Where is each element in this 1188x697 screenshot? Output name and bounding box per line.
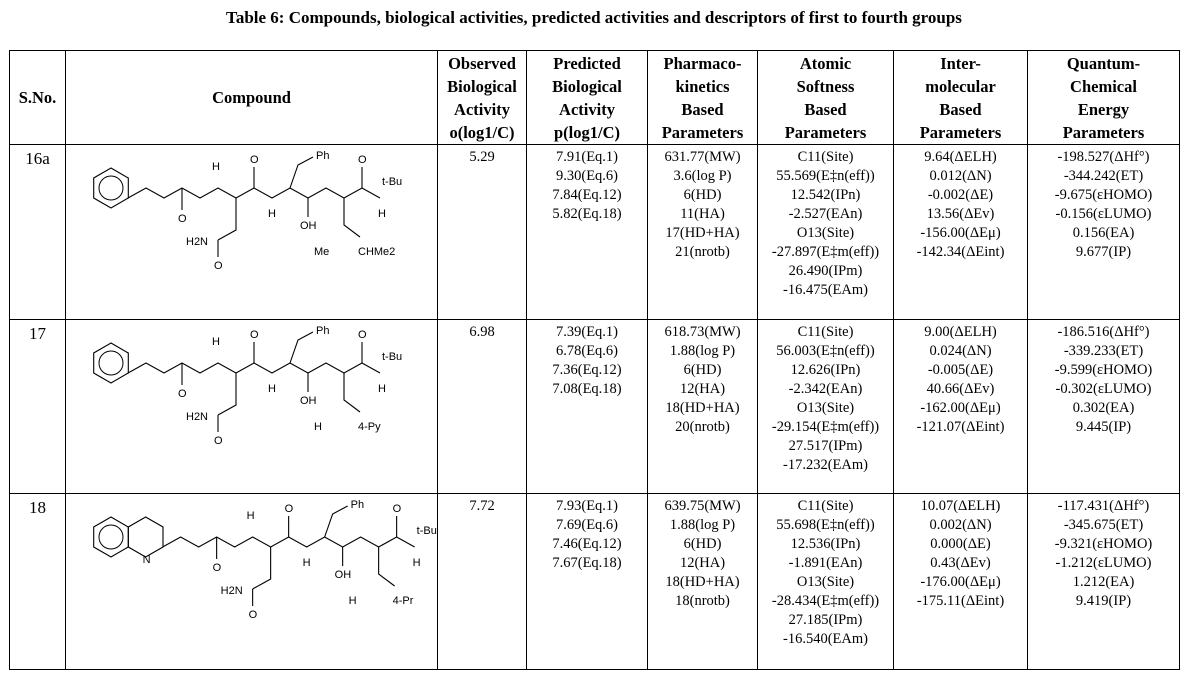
atomic-line: -16.475(EAm) bbox=[783, 282, 868, 298]
inter-line: -162.00(ΔEμ) bbox=[920, 400, 1001, 416]
header-line: Biological bbox=[552, 76, 622, 96]
header-line: Energy bbox=[1077, 99, 1130, 119]
inter-line: -175.11(ΔEint) bbox=[916, 593, 1005, 609]
header-line: o(log1/C) bbox=[449, 122, 515, 142]
n-substituent-2: CHMe2 bbox=[358, 246, 396, 258]
pharmaco-line: 6(HD) bbox=[683, 362, 722, 378]
inter-line: 0.002(ΔN) bbox=[929, 517, 992, 533]
inter-line: -142.34(ΔEint) bbox=[916, 244, 1005, 260]
header-observed bbox=[438, 51, 527, 145]
table-row bbox=[10, 320, 1180, 494]
observed-value: 7.72 bbox=[469, 498, 495, 514]
atomic-line: 55.698(E‡n(eff)) bbox=[776, 517, 875, 533]
sno-value: 17 bbox=[29, 324, 46, 343]
pharmaco-list bbox=[648, 320, 757, 437]
pharmaco-line: 631.77(MW) bbox=[664, 149, 741, 165]
atomic-line: 55.569(E‡n(eff)) bbox=[776, 168, 875, 184]
pharmaco-line: 21(nrotb) bbox=[675, 244, 730, 260]
atomic-line: C11(Site) bbox=[797, 324, 854, 340]
pharmaco-line: 618.73(MW) bbox=[664, 324, 741, 340]
header-line: Parameters bbox=[661, 122, 744, 142]
pharmaco-line: 3.6(log P) bbox=[673, 168, 732, 184]
header-pharmaco bbox=[648, 51, 758, 145]
carbonyl-o-label: O bbox=[250, 154, 259, 166]
nh-label: H bbox=[212, 161, 220, 173]
n-substituent-1: H bbox=[348, 595, 357, 607]
atomic-line: -1.891(EAn) bbox=[788, 555, 863, 571]
predicted-list bbox=[527, 494, 647, 573]
pharmaco-line: 6(HD) bbox=[683, 187, 722, 203]
atomic-line: 12.536(IPn) bbox=[790, 536, 861, 552]
nh-label: H bbox=[302, 557, 311, 569]
predicted-list bbox=[527, 145, 647, 224]
pharmaco-line: 12(HA) bbox=[679, 555, 726, 571]
atomic-line: -29.154(E‡m(eff)) bbox=[771, 419, 880, 435]
cell-inter bbox=[894, 494, 1028, 670]
atomic-line: -2.342(EAn) bbox=[788, 381, 863, 397]
quantum-line: -9.321(εHOMO) bbox=[1054, 536, 1153, 552]
quantum-line: 1.212(EA) bbox=[1072, 574, 1135, 590]
header-line: molecular bbox=[925, 76, 996, 96]
cell-compound bbox=[66, 494, 438, 670]
h2n-label: H2N bbox=[186, 411, 209, 423]
pharmaco-list bbox=[648, 145, 757, 262]
cell-predicted bbox=[527, 320, 648, 494]
ph-label: Ph bbox=[350, 499, 365, 511]
quantum-line: 0.302(EA) bbox=[1072, 400, 1135, 416]
inter-list bbox=[894, 145, 1027, 262]
pharmaco-line: 18(HD+HA) bbox=[665, 574, 740, 590]
carbonyl-o-label: O bbox=[178, 213, 187, 225]
phenyl-chain bbox=[290, 332, 313, 363]
cell-quantum bbox=[1028, 320, 1180, 494]
header-atomic bbox=[758, 51, 894, 145]
header-line: p(log1/C) bbox=[554, 122, 620, 142]
predicted-line: 5.82(Eq.18) bbox=[552, 206, 622, 222]
quantum-line: -117.431(ΔHf°) bbox=[1057, 498, 1150, 514]
cell-compound bbox=[66, 320, 438, 494]
quantum-line: -186.516(ΔHf°) bbox=[1057, 324, 1150, 340]
amide-chain bbox=[253, 547, 271, 589]
sno-value: 16a bbox=[25, 149, 50, 168]
quantum-list bbox=[1028, 320, 1179, 437]
pharmaco-list bbox=[648, 494, 757, 611]
cell-predicted bbox=[527, 494, 648, 670]
atomic-line: 12.542(IPn) bbox=[790, 187, 861, 203]
atomic-list bbox=[758, 320, 893, 475]
amide-chain bbox=[218, 198, 236, 240]
atomic-line: 27.517(IPm) bbox=[788, 438, 863, 454]
carbonyl-o-label: O bbox=[284, 503, 294, 515]
nh-label: H bbox=[378, 208, 386, 220]
observed-value: 6.98 bbox=[469, 324, 495, 340]
predicted-line: 7.39(Eq.1) bbox=[555, 324, 618, 340]
cell-sno bbox=[10, 320, 66, 494]
cell-predicted bbox=[527, 145, 648, 320]
atomic-line: -2.527(EAn) bbox=[788, 206, 863, 222]
atomic-list bbox=[758, 494, 893, 649]
observed-value: 5.29 bbox=[469, 149, 495, 165]
cell-pharmaco bbox=[648, 494, 758, 670]
cell-inter bbox=[894, 320, 1028, 494]
quantum-line: 9.445(IP) bbox=[1075, 419, 1132, 435]
backbone-bond bbox=[163, 537, 415, 547]
inter-list bbox=[894, 494, 1027, 611]
quantum-line: 9.677(IP) bbox=[1075, 244, 1132, 260]
n-substituent-bond bbox=[344, 198, 360, 237]
carbonyl-o-label: O bbox=[392, 503, 402, 515]
header-compound bbox=[66, 51, 438, 145]
n-substituent-1: Me bbox=[314, 246, 330, 258]
inter-line: -0.002(ΔE) bbox=[927, 187, 994, 203]
atomic-line: C11(Site) bbox=[797, 498, 854, 514]
predicted-line: 9.30(Eq.6) bbox=[555, 168, 618, 184]
amide-chain bbox=[218, 373, 236, 415]
predicted-line: 6.78(Eq.6) bbox=[555, 343, 618, 359]
pharmaco-line: 18(nrotb) bbox=[675, 593, 730, 609]
aromatic-ring-inner bbox=[99, 351, 123, 375]
n-substituent-bond bbox=[344, 373, 360, 412]
predicted-line: 7.69(Eq.6) bbox=[555, 517, 618, 533]
inter-line: 10.07(ΔELH) bbox=[920, 498, 1001, 514]
quantum-list bbox=[1028, 494, 1179, 611]
header-line: Based bbox=[939, 99, 982, 119]
tbu-label: t-Bu bbox=[382, 176, 403, 188]
oh-label: OH bbox=[334, 569, 352, 581]
compound-structure bbox=[66, 320, 437, 490]
quantum-line: 0.156(EA) bbox=[1072, 225, 1135, 241]
atomic-line: -17.232(EAm) bbox=[783, 457, 868, 473]
atomic-line: 12.626(IPn) bbox=[790, 362, 861, 378]
pharmaco-line: 18(HD+HA) bbox=[665, 400, 740, 416]
predicted-line: 7.67(Eq.18) bbox=[552, 555, 622, 571]
predicted-list bbox=[527, 320, 647, 399]
oh-label: OH bbox=[300, 395, 317, 407]
header-line: kinetics bbox=[675, 76, 730, 96]
inter-line: 9.00(ΔELH) bbox=[924, 324, 997, 340]
inter-list bbox=[894, 320, 1027, 437]
inter-line: 0.012(ΔN) bbox=[929, 168, 992, 184]
cell-atomic bbox=[758, 145, 894, 320]
header-quantum bbox=[1028, 51, 1180, 145]
atomic-list bbox=[758, 145, 893, 300]
n-substituent-2: 4-Pr bbox=[392, 595, 414, 607]
header-predicted bbox=[527, 51, 648, 145]
quantum-line: -344.242(ET) bbox=[1063, 168, 1144, 184]
header-line: Atomic bbox=[799, 53, 852, 73]
atomic-line: O13(Site) bbox=[796, 574, 855, 590]
carbonyl-o-label: O bbox=[250, 329, 259, 341]
pharmaco-line: 20(nrotb) bbox=[675, 419, 730, 435]
tbu-label: t-Bu bbox=[416, 525, 437, 537]
carbonyl-o-label: O bbox=[178, 388, 187, 400]
phenyl-chain bbox=[325, 506, 348, 537]
inter-line: 13.56(ΔEv) bbox=[926, 206, 995, 222]
header-line: Quantum- bbox=[1066, 53, 1141, 73]
quantum-line: -9.599(εHOMO) bbox=[1054, 362, 1153, 378]
ph-label: Ph bbox=[316, 150, 330, 162]
pharmaco-line: 6(HD) bbox=[683, 536, 722, 552]
inter-line: -0.005(ΔE) bbox=[927, 362, 994, 378]
atomic-line: -27.897(E‡m(eff)) bbox=[771, 244, 880, 260]
header-line: Predicted bbox=[553, 53, 621, 73]
header-line: Softness bbox=[796, 76, 855, 96]
atomic-line: O13(Site) bbox=[796, 225, 855, 241]
header-line: Based bbox=[804, 99, 847, 119]
header-inter bbox=[894, 51, 1028, 145]
header-line: Parameters bbox=[1062, 122, 1145, 142]
cell-atomic bbox=[758, 494, 894, 670]
oh-label: OH bbox=[300, 220, 317, 232]
quantum-list bbox=[1028, 145, 1179, 262]
quantum-line: -345.675(ET) bbox=[1063, 517, 1144, 533]
inter-line: 0.024(ΔN) bbox=[929, 343, 992, 359]
predicted-line: 7.91(Eq.1) bbox=[555, 149, 618, 165]
pharmaco-line: 17(HD+HA) bbox=[665, 225, 740, 241]
nh-label: H bbox=[412, 557, 421, 569]
atomic-line: -16.540(EAm) bbox=[783, 631, 868, 647]
cell-observed bbox=[438, 494, 527, 670]
inter-line: 0.000(ΔE) bbox=[930, 536, 991, 552]
predicted-line: 7.46(Eq.12) bbox=[552, 536, 622, 552]
fused-ring bbox=[128, 517, 163, 557]
n-substituent-bond bbox=[379, 547, 395, 586]
pharmaco-line: 639.75(MW) bbox=[664, 498, 741, 514]
inter-line: 40.66(ΔEv) bbox=[926, 381, 995, 397]
cell-sno bbox=[10, 494, 66, 670]
carbonyl-o-label: O bbox=[358, 329, 367, 341]
header-line: Based bbox=[681, 99, 724, 119]
header-line: Observed bbox=[448, 53, 516, 73]
compound-structure bbox=[66, 145, 437, 315]
carbonyl-o-label: O bbox=[212, 562, 222, 574]
table-row bbox=[10, 145, 1180, 320]
nh-label: H bbox=[268, 383, 276, 395]
backbone-bond bbox=[128, 188, 380, 198]
header-line: Inter- bbox=[940, 53, 981, 73]
quantum-line: 9.419(IP) bbox=[1075, 593, 1132, 609]
phenyl-chain bbox=[290, 157, 313, 188]
cell-sno bbox=[10, 145, 66, 320]
compound-structure bbox=[66, 494, 437, 664]
header-line: Biological bbox=[447, 76, 517, 96]
quantum-line: -198.527(ΔHf°) bbox=[1057, 149, 1150, 165]
backbone-bond bbox=[128, 363, 380, 373]
header-line: Compound bbox=[212, 88, 291, 107]
header-line: Chemical bbox=[1070, 76, 1137, 96]
quantum-line: -0.302(εLUMO) bbox=[1055, 381, 1152, 397]
atomic-line: -28.434(E‡m(eff)) bbox=[771, 593, 880, 609]
cell-quantum bbox=[1028, 494, 1180, 670]
amide-o-label: O bbox=[248, 609, 258, 621]
predicted-line: 7.08(Eq.18) bbox=[552, 381, 622, 397]
tbu-label: t-Bu bbox=[382, 351, 403, 363]
ph-label: Ph bbox=[316, 325, 330, 337]
header-sno bbox=[10, 51, 66, 145]
header-line: Activity bbox=[559, 99, 615, 119]
pharmaco-line: 1.88(log P) bbox=[669, 343, 736, 359]
amide-o-label: O bbox=[214, 435, 223, 447]
aromatic-ring-inner bbox=[99, 176, 123, 200]
pharmaco-line: 11(HA) bbox=[680, 206, 725, 222]
atomic-line: 26.490(IPm) bbox=[788, 263, 863, 279]
header-line: Parameters bbox=[784, 122, 867, 142]
n-substituent-1: H bbox=[314, 421, 322, 433]
atomic-line: C11(Site) bbox=[797, 149, 854, 165]
header-line: S.No. bbox=[18, 88, 57, 107]
quantum-line: -1.212(εLUMO) bbox=[1055, 555, 1152, 571]
cell-pharmaco bbox=[648, 320, 758, 494]
cell-pharmaco bbox=[648, 145, 758, 320]
predicted-line: 7.93(Eq.1) bbox=[555, 498, 618, 514]
nh-label: H bbox=[378, 383, 386, 395]
inter-line: 0.43(ΔEv) bbox=[930, 555, 991, 571]
quantum-line: -339.233(ET) bbox=[1063, 343, 1144, 359]
inter-line: 9.64(ΔELH) bbox=[924, 149, 997, 165]
quantum-line: -9.675(εHOMO) bbox=[1054, 187, 1153, 203]
header-line: Pharmaco- bbox=[663, 53, 742, 73]
header-row bbox=[10, 51, 1180, 145]
quantum-line: -0.156(εLUMO) bbox=[1055, 206, 1152, 222]
header-line: Parameters bbox=[919, 122, 1002, 142]
nh-label: H bbox=[212, 336, 220, 348]
table-row bbox=[10, 494, 1180, 670]
cell-quantum bbox=[1028, 145, 1180, 320]
inter-line: -121.07(ΔEint) bbox=[916, 419, 1005, 435]
cell-observed bbox=[438, 145, 527, 320]
data-table bbox=[9, 50, 1180, 670]
pharmaco-line: 12(HA) bbox=[679, 381, 726, 397]
h2n-label: H2N bbox=[186, 236, 209, 248]
predicted-line: 7.84(Eq.12) bbox=[552, 187, 622, 203]
pharmaco-line: 1.88(log P) bbox=[669, 517, 736, 533]
cell-observed bbox=[438, 320, 527, 494]
ring-n-label: N bbox=[142, 554, 151, 566]
table-title: Table 6: Compounds, biological activities, predicted activities and descriptors of first to fourth groups bbox=[226, 8, 962, 27]
n-substituent-2: 4-Py bbox=[358, 421, 381, 433]
inter-line: -156.00(ΔEμ) bbox=[920, 225, 1001, 241]
cell-atomic bbox=[758, 320, 894, 494]
header-line: Activity bbox=[454, 99, 510, 119]
h2n-label: H2N bbox=[220, 585, 243, 597]
atomic-line: 27.185(IPm) bbox=[788, 612, 863, 628]
amide-o-label: O bbox=[214, 260, 223, 272]
carbonyl-o-label: O bbox=[358, 154, 367, 166]
sno-value: 18 bbox=[29, 498, 46, 517]
cell-compound bbox=[66, 145, 438, 320]
cell-inter bbox=[894, 145, 1028, 320]
aromatic-ring-inner bbox=[99, 525, 123, 549]
atomic-line: 56.003(E‡n(eff)) bbox=[776, 343, 875, 359]
atomic-line: O13(Site) bbox=[796, 400, 855, 416]
inter-line: -176.00(ΔEμ) bbox=[920, 574, 1001, 590]
predicted-line: 7.36(Eq.12) bbox=[552, 362, 622, 378]
nh-label: H bbox=[268, 208, 276, 220]
nh-label: H bbox=[246, 510, 255, 522]
